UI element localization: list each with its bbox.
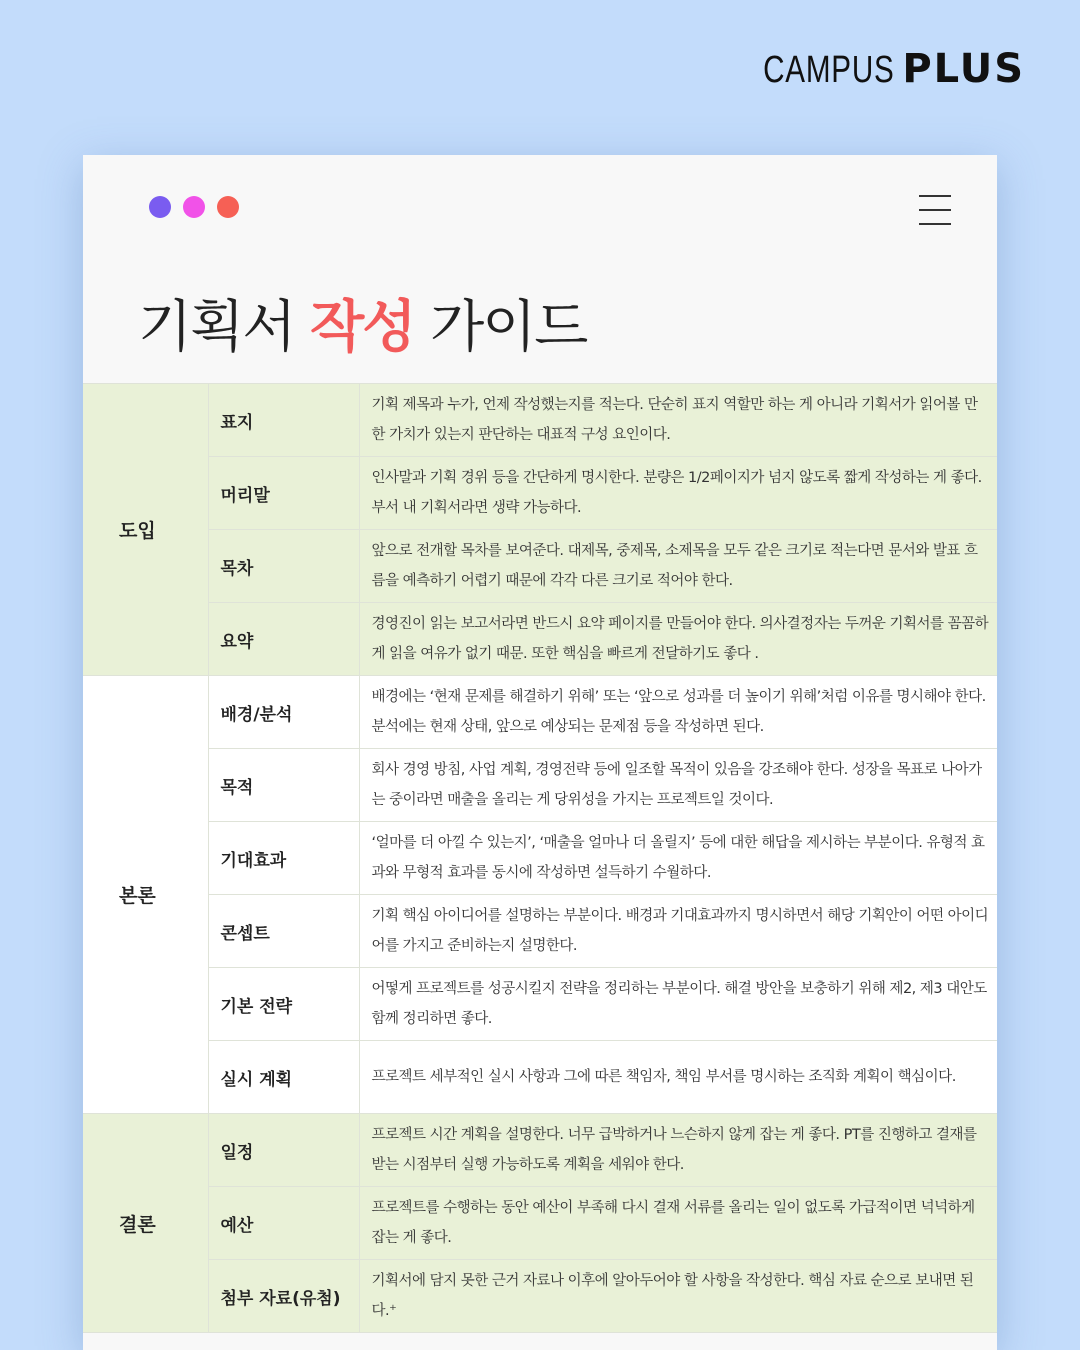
row-description: 기획서에 담지 못한 근거 자료나 이후에 알아두어야 할 사항을 작성한다. 핵심 자료 순으로 보내면 된다.⁺ xyxy=(359,1260,997,1333)
guide-card xyxy=(83,155,997,1350)
table-row xyxy=(83,1041,997,1114)
table-row xyxy=(83,457,997,530)
row-label: 예산 xyxy=(208,1187,359,1260)
row-description: 프로젝트를 수행하는 동안 예산이 부족해 다시 결재 서류를 올리는 일이 없도록 가급적이면 넉넉하게 잡는 게 좋다. xyxy=(359,1187,997,1260)
table-row xyxy=(83,530,997,603)
table-row xyxy=(83,822,997,895)
table-row xyxy=(83,968,997,1041)
row-label: 첨부 자료(유첨) xyxy=(208,1260,359,1333)
row-label: 배경/분석 xyxy=(208,676,359,749)
row-label: 요약 xyxy=(208,603,359,676)
page-title xyxy=(138,283,586,363)
row-label: 일정 xyxy=(208,1114,359,1187)
window-dot-coral xyxy=(217,196,239,218)
row-label: 표지 xyxy=(208,384,359,457)
row-description: 회사 경영 방침, 사업 계획, 경영전략 등에 일조할 목적이 있음을 강조해야 한다. 성장을 목표로 나아가는 중이라면 매출을 올리는 게 당위성을 가지는 프로젝트일 것이다. xyxy=(359,749,997,822)
row-label: 머리말 xyxy=(208,457,359,530)
guide-table xyxy=(83,383,997,1333)
title-part1: 기획서 xyxy=(138,295,311,360)
table-row xyxy=(83,384,997,457)
hamburger-menu-icon[interactable] xyxy=(919,195,951,225)
campus-plus-logo xyxy=(726,46,1025,92)
row-label: 실시 계획 xyxy=(208,1041,359,1114)
row-description: 프로젝트 세부적인 실시 사항과 그에 따른 책임자, 책임 부서를 명시하는 조직화 계획이 핵심이다. xyxy=(359,1041,997,1114)
row-label: 목차 xyxy=(208,530,359,603)
row-description: 배경에는 ‘현재 문제를 해결하기 위해’ 또는 ‘앞으로 성과를 더 높이기 위해’처럼 이유를 명시해야 한다. 분석에는 현재 상태, 앞으로 예상되는 문제점 등을 작성하면 된다. xyxy=(359,676,997,749)
section-body: 본론 xyxy=(83,676,208,1114)
window-dot-pink xyxy=(183,196,205,218)
row-label: 기본 전략 xyxy=(208,968,359,1041)
logo-plus-text: PLUS xyxy=(902,46,1025,92)
window-dots xyxy=(149,196,239,218)
table-row xyxy=(83,749,997,822)
row-label: 기대효과 xyxy=(208,822,359,895)
table-row xyxy=(83,603,997,676)
row-description: 기획 제목과 누가, 언제 작성했는지를 적는다. 단순히 표지 역할만 하는 게 아니라 기획서가 읽어볼 만한 가치가 있는지 판단하는 대표적 구성 요인이다. xyxy=(359,384,997,457)
table-row xyxy=(83,1260,997,1333)
title-accent: 작성 xyxy=(310,295,415,360)
table-row xyxy=(83,1187,997,1260)
title-part2: 가이드 xyxy=(414,295,587,360)
window-dot-purple xyxy=(149,196,171,218)
logo-campus-text: CAMPUS xyxy=(762,49,895,91)
row-description: 경영진이 읽는 보고서라면 반드시 요약 페이지를 만들어야 한다. 의사결정자는 두꺼운 기획서를 꼼꼼하게 읽을 여유가 없기 때문. 또한 핵심을 빠르게 전달하기도 좋다 . xyxy=(359,603,997,676)
table-row xyxy=(83,676,997,749)
row-description: 프로젝트 시간 계획을 설명한다. 너무 급박하거나 느슨하지 않게 잡는 게 좋다. PT를 진행하고 결재를 받는 시점부터 실행 가능하도록 계획을 세워야 한다. xyxy=(359,1114,997,1187)
row-description: 앞으로 전개할 목차를 보여준다. 대제목, 중제목, 소제목을 모두 같은 크기로 적는다면 문서와 발표 흐름을 예측하기 어렵기 때문에 각각 다른 크기로 적어야 한다. xyxy=(359,530,997,603)
section-intro: 도입 xyxy=(83,384,208,676)
row-description: ‘얼마를 더 아낄 수 있는지’, ‘매출을 얼마나 더 올릴지’ 등에 대한 해답을 제시하는 부분이다. 유형적 효과와 무형적 효과를 동시에 작성하면 설득하기 수월하다. xyxy=(359,822,997,895)
row-description: 인사말과 기획 경위 등을 간단하게 명시한다. 분량은 1/2페이지가 넘지 않도록 짧게 작성하는 게 좋다. 부서 내 기획서라면 생략 가능하다. xyxy=(359,457,997,530)
row-description: 기획 핵심 아이디어를 설명하는 부분이다. 배경과 기대효과까지 명시하면서 해당 기획안이 어떤 아이디어를 가지고 준비하는지 설명한다. xyxy=(359,895,997,968)
row-label: 콘셉트 xyxy=(208,895,359,968)
section-conclusion: 결론 xyxy=(83,1114,208,1333)
row-label: 목적 xyxy=(208,749,359,822)
row-description: 어떻게 프로젝트를 성공시킬지 전략을 정리하는 부분이다. 해결 방안을 보충하기 위해 제2, 제3 대안도 함께 정리하면 좋다. xyxy=(359,968,997,1041)
table-row xyxy=(83,1114,997,1187)
table-row xyxy=(83,895,997,968)
